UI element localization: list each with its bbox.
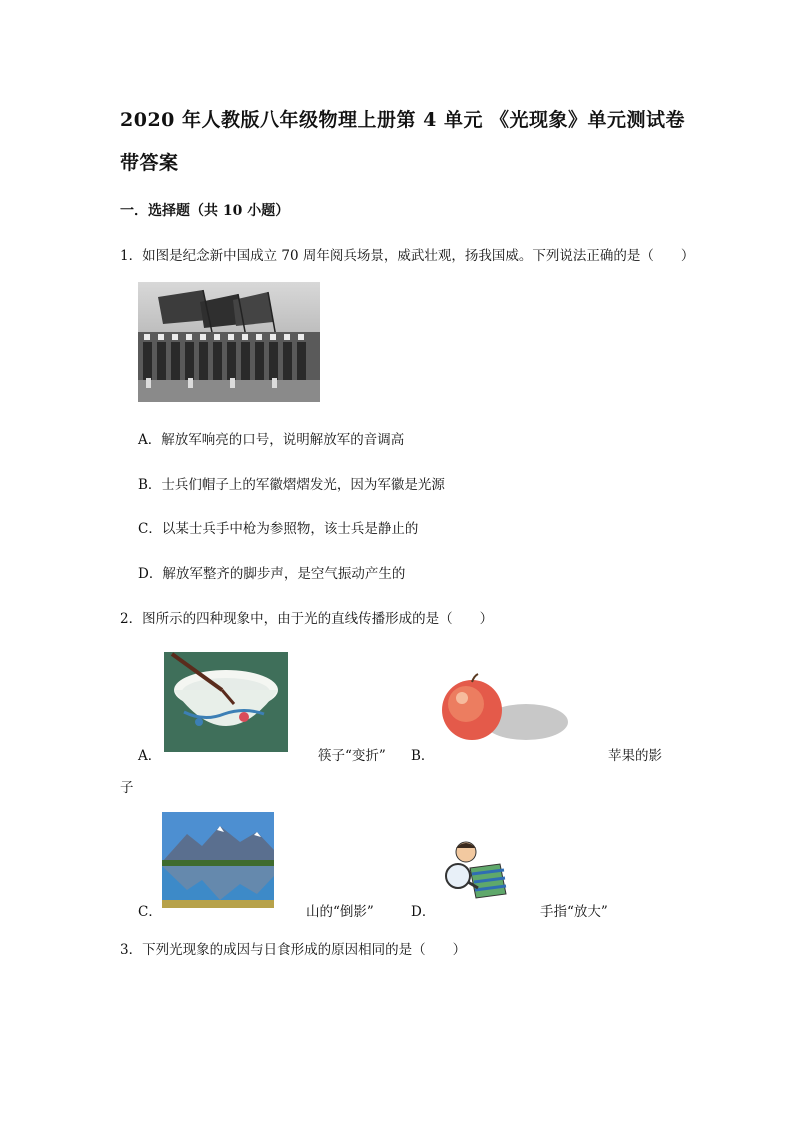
q2-option-c-caption: 山的“倒影”	[306, 904, 374, 920]
document-title-line1: 2020 年人教版八年级物理上册第 4 单元 《光现象》单元测试卷	[120, 109, 686, 131]
q1-option-b: B．士兵们帽子上的军徽熠熠发光，因为军徽是光源	[138, 477, 445, 493]
question-3-stem: 3．下列光现象的成因与日食形成的原因相同的是（ ）	[120, 942, 467, 958]
q2-option-c-label: C．	[138, 904, 162, 920]
q2-option-a-caption: 筷子“变折”	[318, 748, 386, 764]
q2-option-b-caption: 苹果的影	[608, 748, 662, 764]
q1-option-c: C．以某士兵手中枪为参照物，该士兵是静止的	[138, 521, 419, 537]
q2-option-a-label: A．	[138, 748, 162, 764]
q1-option-a: A．解放军响亮的口号，说明解放军的音调高	[138, 432, 405, 448]
parade-photo	[138, 282, 320, 402]
q1-option-d: D．解放军整齐的脚步声，是空气振动产生的	[138, 566, 406, 582]
magnifier-image	[440, 838, 512, 906]
q2-option-d-caption: 手指“放大”	[540, 904, 608, 920]
apple-shadow-image	[438, 672, 570, 748]
question-2-stem: 2．图所示的四种现象中，由于光的直线传播形成的是（ ）	[120, 611, 494, 627]
mountain-reflection-image	[162, 812, 274, 908]
q2-option-b-label: B．	[411, 748, 435, 764]
section-heading: 一．选择题（共 10 小题）	[120, 203, 290, 219]
q2-option-b-caption-wrap: 子	[120, 780, 134, 796]
q2-option-d-label: D．	[411, 904, 436, 920]
document-title-line2: 带答案	[120, 152, 179, 174]
question-1-stem: 1．如图是纪念新中国成立 70 周年阅兵场景，威武壮观，扬我国威。下列说法正确的是（ ）	[120, 248, 695, 264]
bowl-chopstick-image	[164, 652, 288, 752]
